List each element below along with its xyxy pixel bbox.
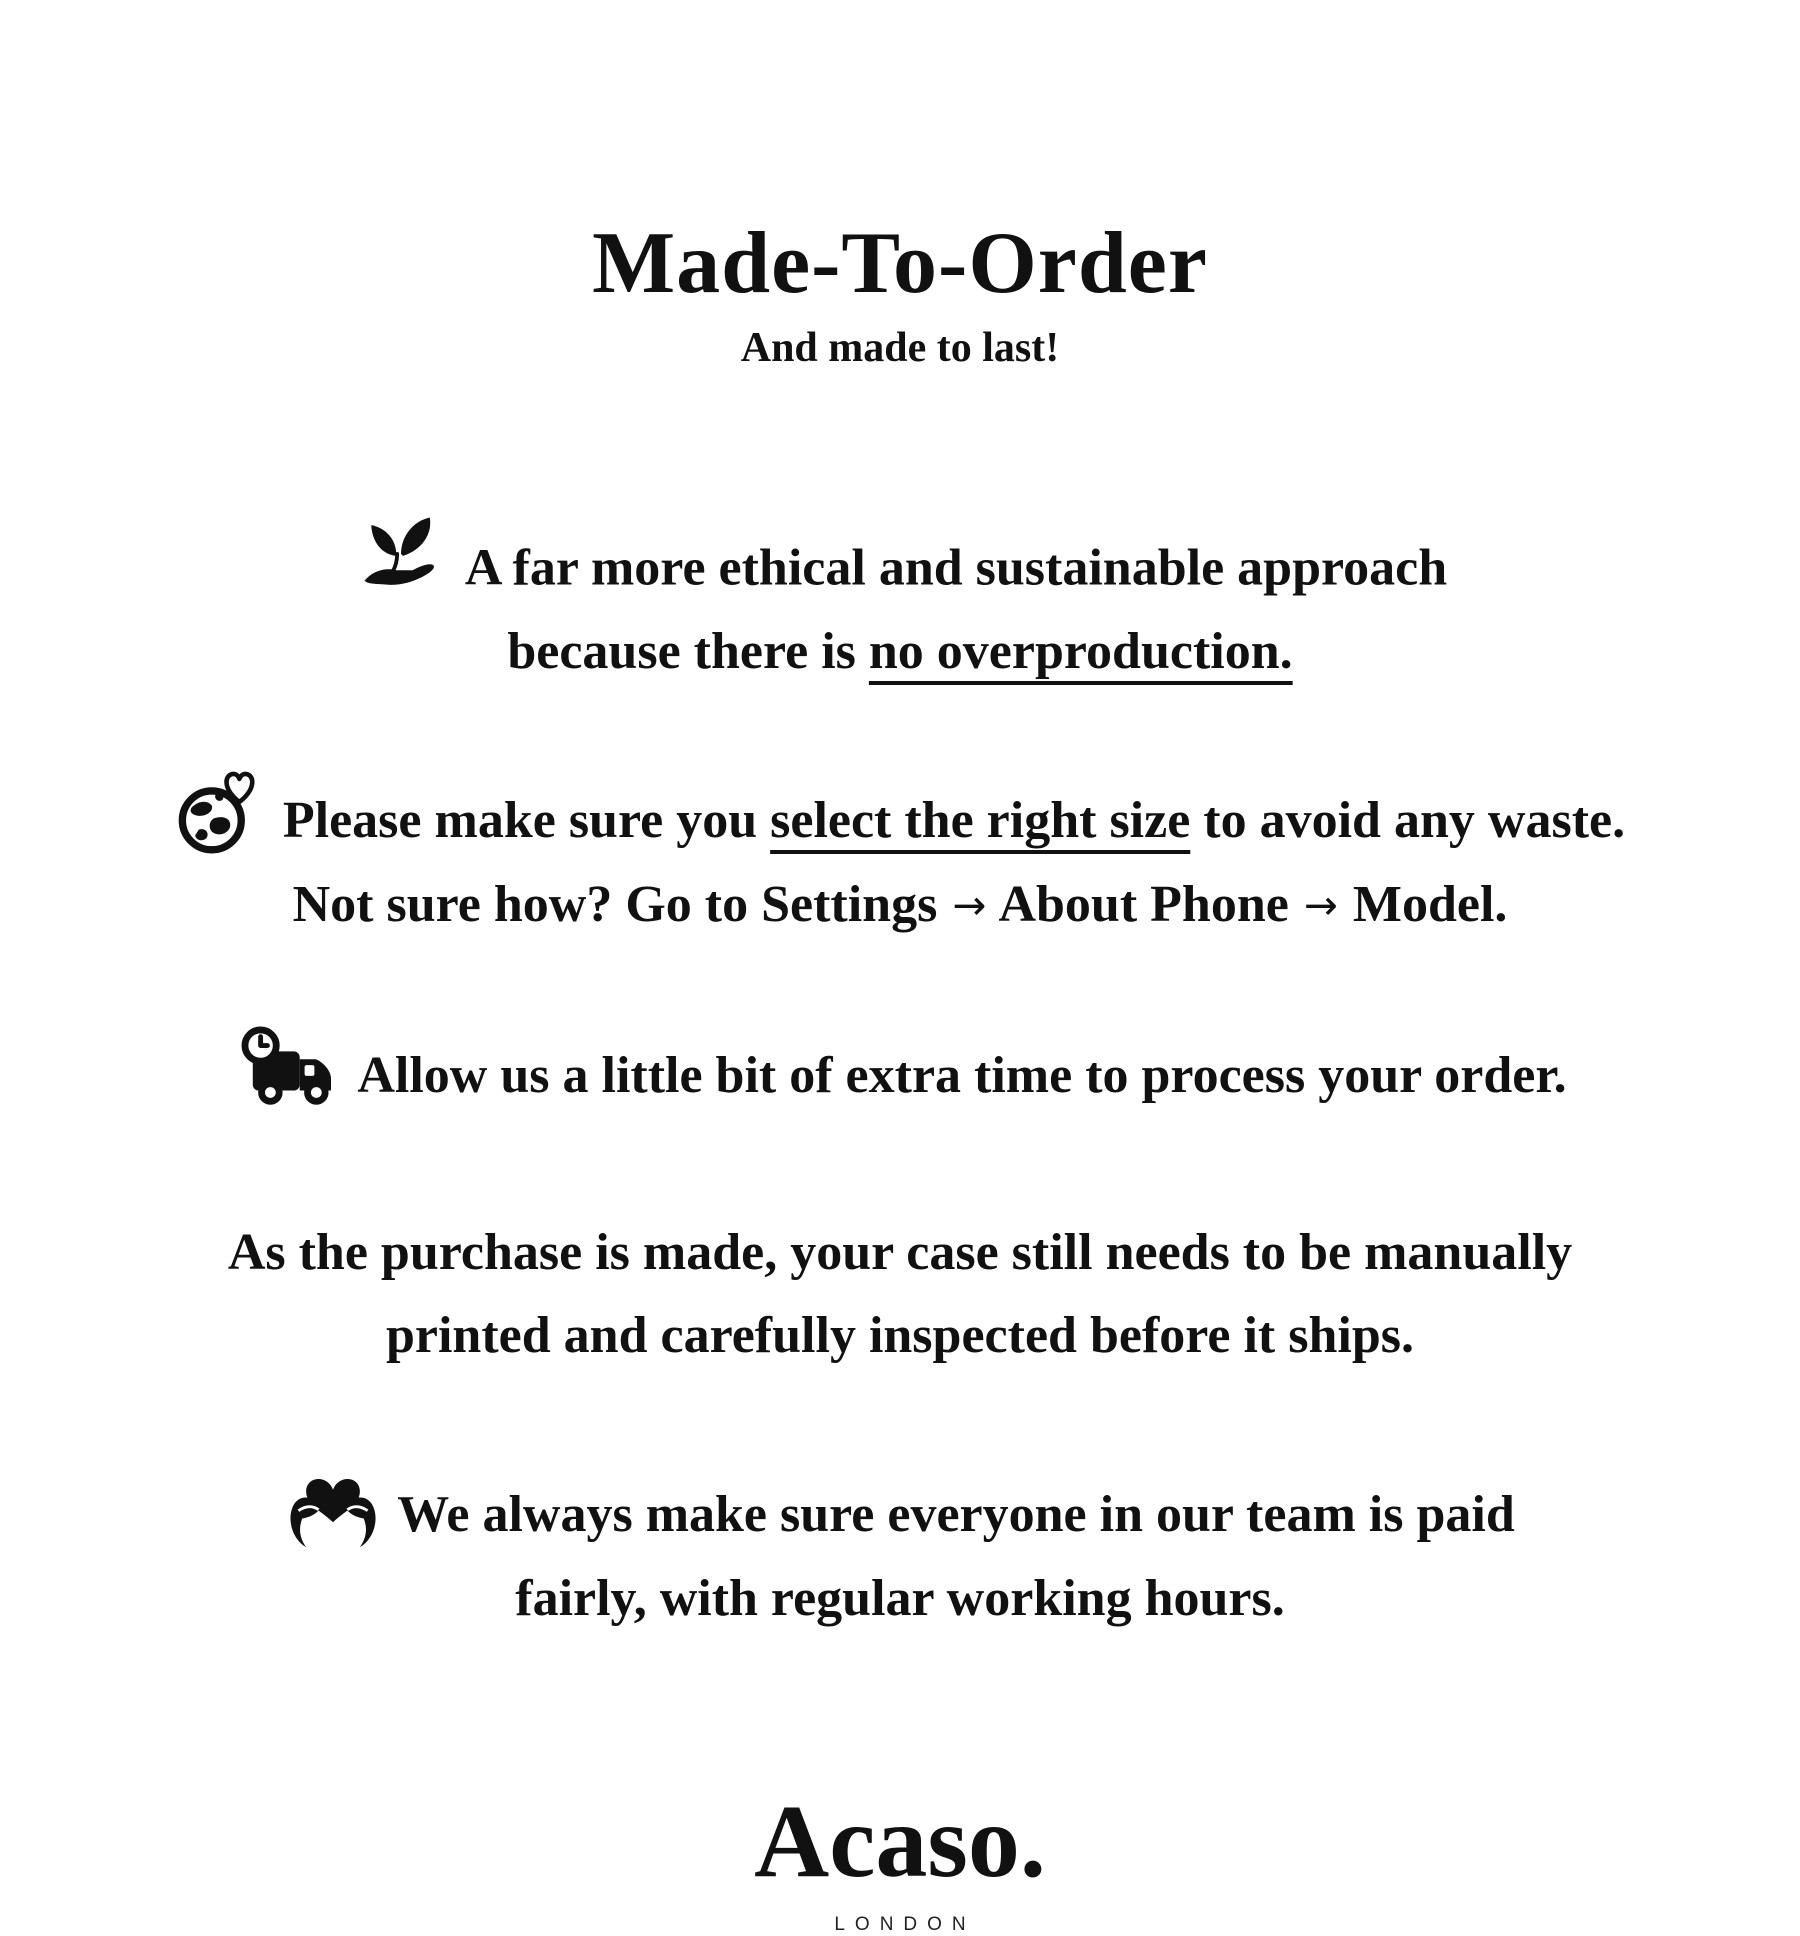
paragraph-fair-pay — [0, 1457, 1800, 1640]
hands-heart-icon — [285, 1457, 381, 1553]
seedling-hand-icon — [353, 504, 449, 600]
paragraph-size-line1 — [0, 767, 1800, 862]
paragraph-time-line1 — [0, 1026, 1800, 1117]
truck-clock-icon — [233, 1026, 341, 1114]
text-manual-line2: printed and carefully inspected before it ships. — [385, 1307, 1414, 1365]
text-processing-time: Allow us a little bit of extra time to process your order. — [357, 1046, 1567, 1104]
paragraph-size-selection — [0, 767, 1800, 946]
text-sustainability-line2-before: because there is — [507, 622, 869, 680]
paragraph-sustainability — [0, 504, 1800, 693]
paragraph-sustainability-line1 — [0, 504, 1800, 610]
text-size-line1-after: to avoid any waste. — [1190, 792, 1626, 850]
brand-location: LONDON — [834, 1914, 976, 1935]
text-manual-line1: As the purchase is made, your case still needs to be manually — [227, 1224, 1573, 1282]
paragraph-manual-production — [0, 1211, 1800, 1377]
text-sustainability-line1: A far more ethical and sustainable approach — [464, 539, 1448, 597]
brand-logo — [0, 1784, 1800, 1936]
page-subtitle: And made to last! — [740, 325, 1060, 372]
text-size-line1-before: Please make sure you — [282, 792, 771, 850]
paragraph-processing-time — [0, 1026, 1800, 1117]
text-fair-line1: We always make sure everyone in our team is paid — [397, 1486, 1515, 1544]
right-arrow-glyph: → — [952, 880, 987, 929]
paragraph-size-line2 — [0, 863, 1800, 946]
page-title: Made-To-Order — [592, 215, 1208, 312]
right-arrow-glyph: → — [1303, 880, 1338, 929]
paragraph-sustainability-line2 — [0, 610, 1800, 693]
text-no-overproduction-underlined: no overproduction. — [868, 622, 1293, 680]
text-select-right-size-underlined: select the right size — [770, 792, 1191, 850]
text-size-line2-a: Not sure how? Go to Settings — [292, 875, 951, 933]
paragraph-fair-line1 — [0, 1457, 1800, 1556]
text-fair-line2: fairly, with regular working hours. — [515, 1569, 1285, 1627]
text-size-line2-b: About Phone — [988, 875, 1302, 933]
text-size-line2-c: Model. — [1339, 875, 1508, 933]
globe-heart-icon — [175, 767, 267, 859]
brand-name: Acaso. — [754, 1784, 1046, 1899]
